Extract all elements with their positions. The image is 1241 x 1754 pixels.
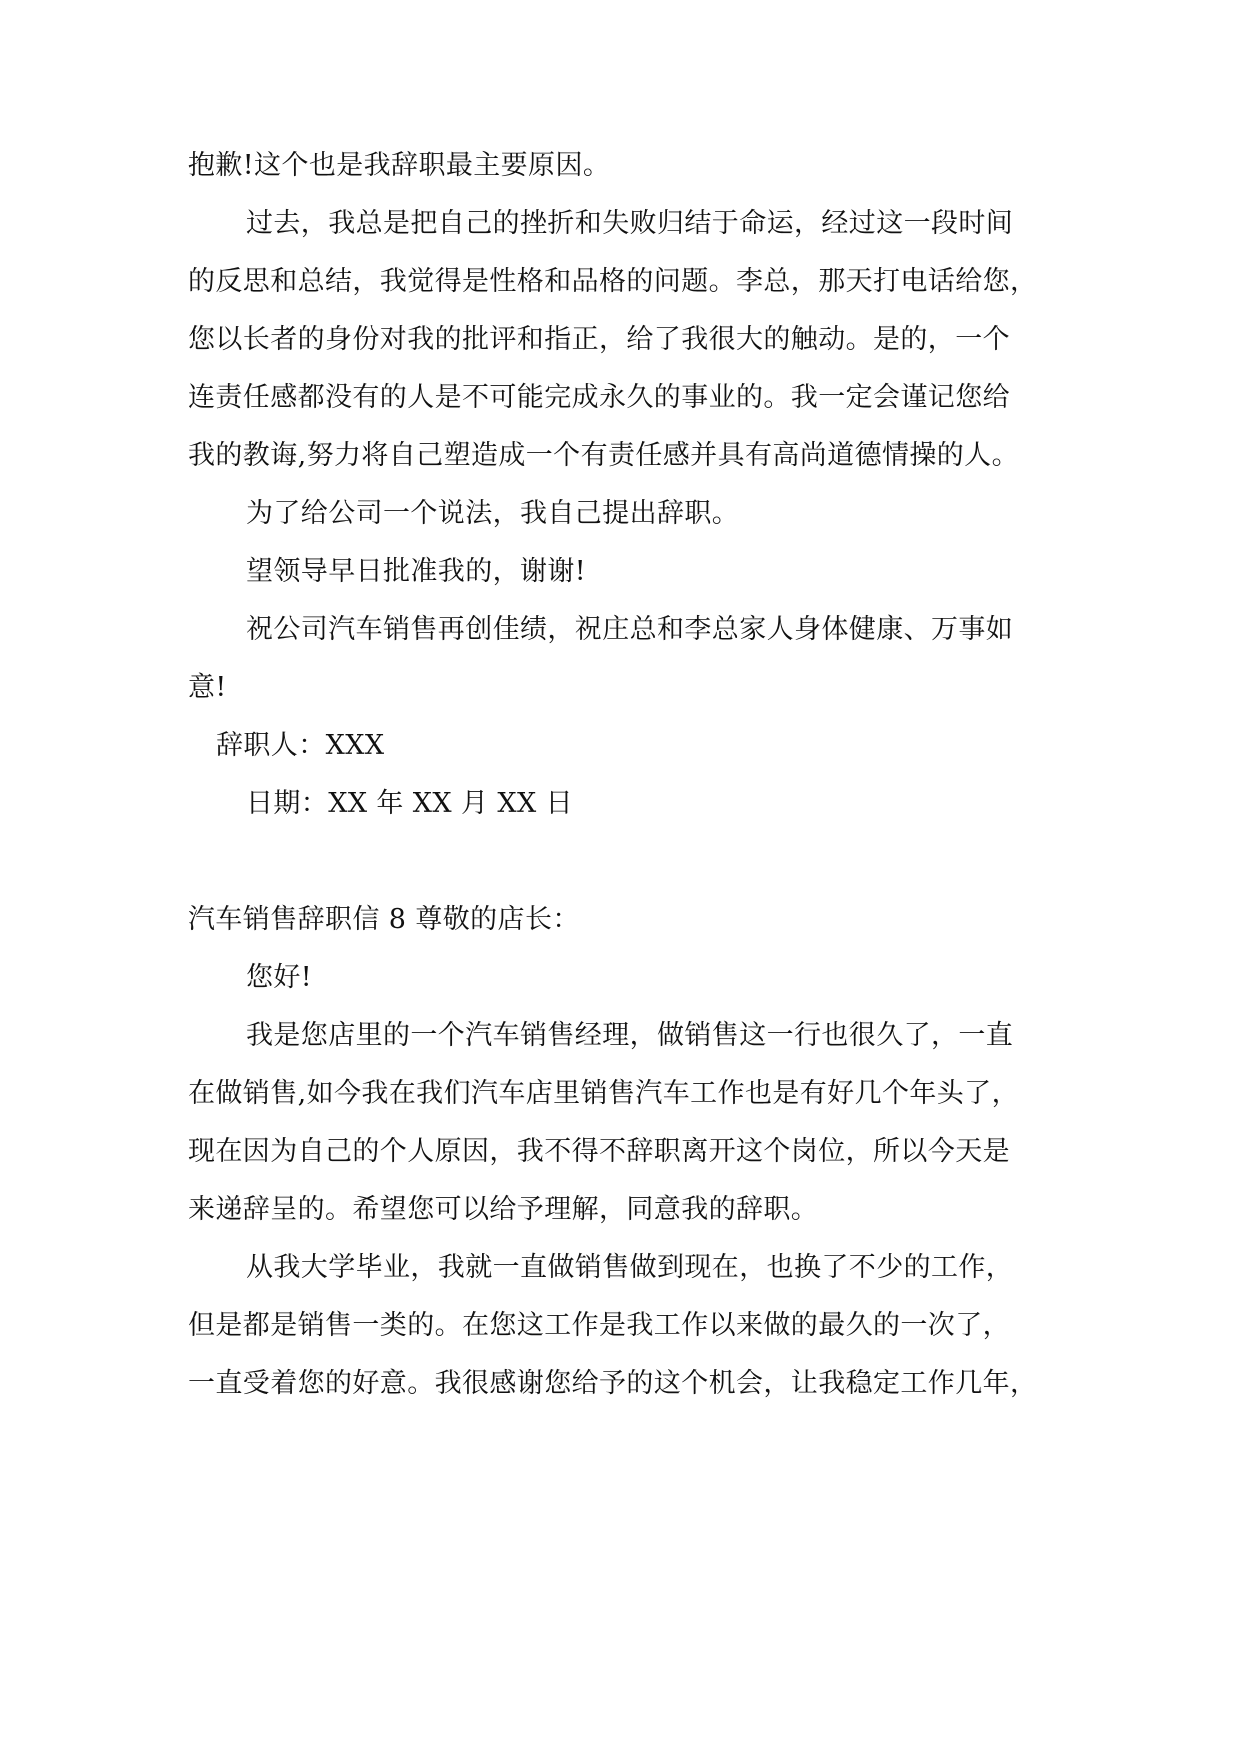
greeting-line: 您好! [246,962,313,993]
paragraph-line: 来递辞呈的。希望您可以给予理解，同意我的辞职。 [188,1194,819,1225]
paragraph-line: 但是都是销售一类的。在您这工作是我工作以来做的最久的一次了， [188,1310,1010,1341]
paragraph-line: 过去，我总是把自己的挫折和失败归结于命运，经过这一段时间 [246,208,1014,239]
paragraph-line: 祝公司汽车销售再创佳绩，祝庄总和李总家人身体健康、万事如 [246,614,1014,645]
paragraph-line: 一直受着您的好意。我很感谢您给予的这个机会，让我稳定工作几年， [188,1368,1038,1399]
paragraph-line: 您以长者的身份对我的批评和指正，给了我很大的触动。是的，一个 [188,324,1010,355]
paragraph-line: 我的教诲,努力将自己塑造成一个有责任感并具有高尚道德情操的人。 [188,440,1019,471]
date-line: 日期：XX 年 XX 月 XX 日 [246,788,574,819]
paragraph-line: 意! [188,672,227,703]
paragraph-line: 望领导早日批准我的，谢谢! [246,556,587,587]
paragraph-line: 现在因为自己的个人原因，我不得不辞职离开这个岗位，所以今天是 [188,1136,1010,1167]
signature-line: 辞职人：XXX [216,730,385,761]
paragraph-line: 的反思和总结，我觉得是性格和品格的问题。李总，那天打电话给您， [188,266,1038,297]
paragraph-line: 我是您店里的一个汽车销售经理，做销售这一行也很久了，一直 [246,1020,1014,1051]
paragraph-line: 为了给公司一个说法，我自己提出辞职。 [246,498,740,529]
paragraph-line: 在做销售,如今我在我们汽车店里销售汽车工作也是有好几个年头了， [188,1078,1019,1109]
paragraph-line: 连责任感都没有的人是不可能完成永久的事业的。我一定会谨记您给 [188,382,1010,413]
letter-heading: 汽车销售辞职信 8 尊敬的店长： [188,904,580,935]
paragraph-line: 从我大学毕业，我就一直做销售做到现在，也换了不少的工作， [246,1252,1014,1283]
text-line: 抱歉!这个也是我辞职最主要原因。 [188,150,611,181]
